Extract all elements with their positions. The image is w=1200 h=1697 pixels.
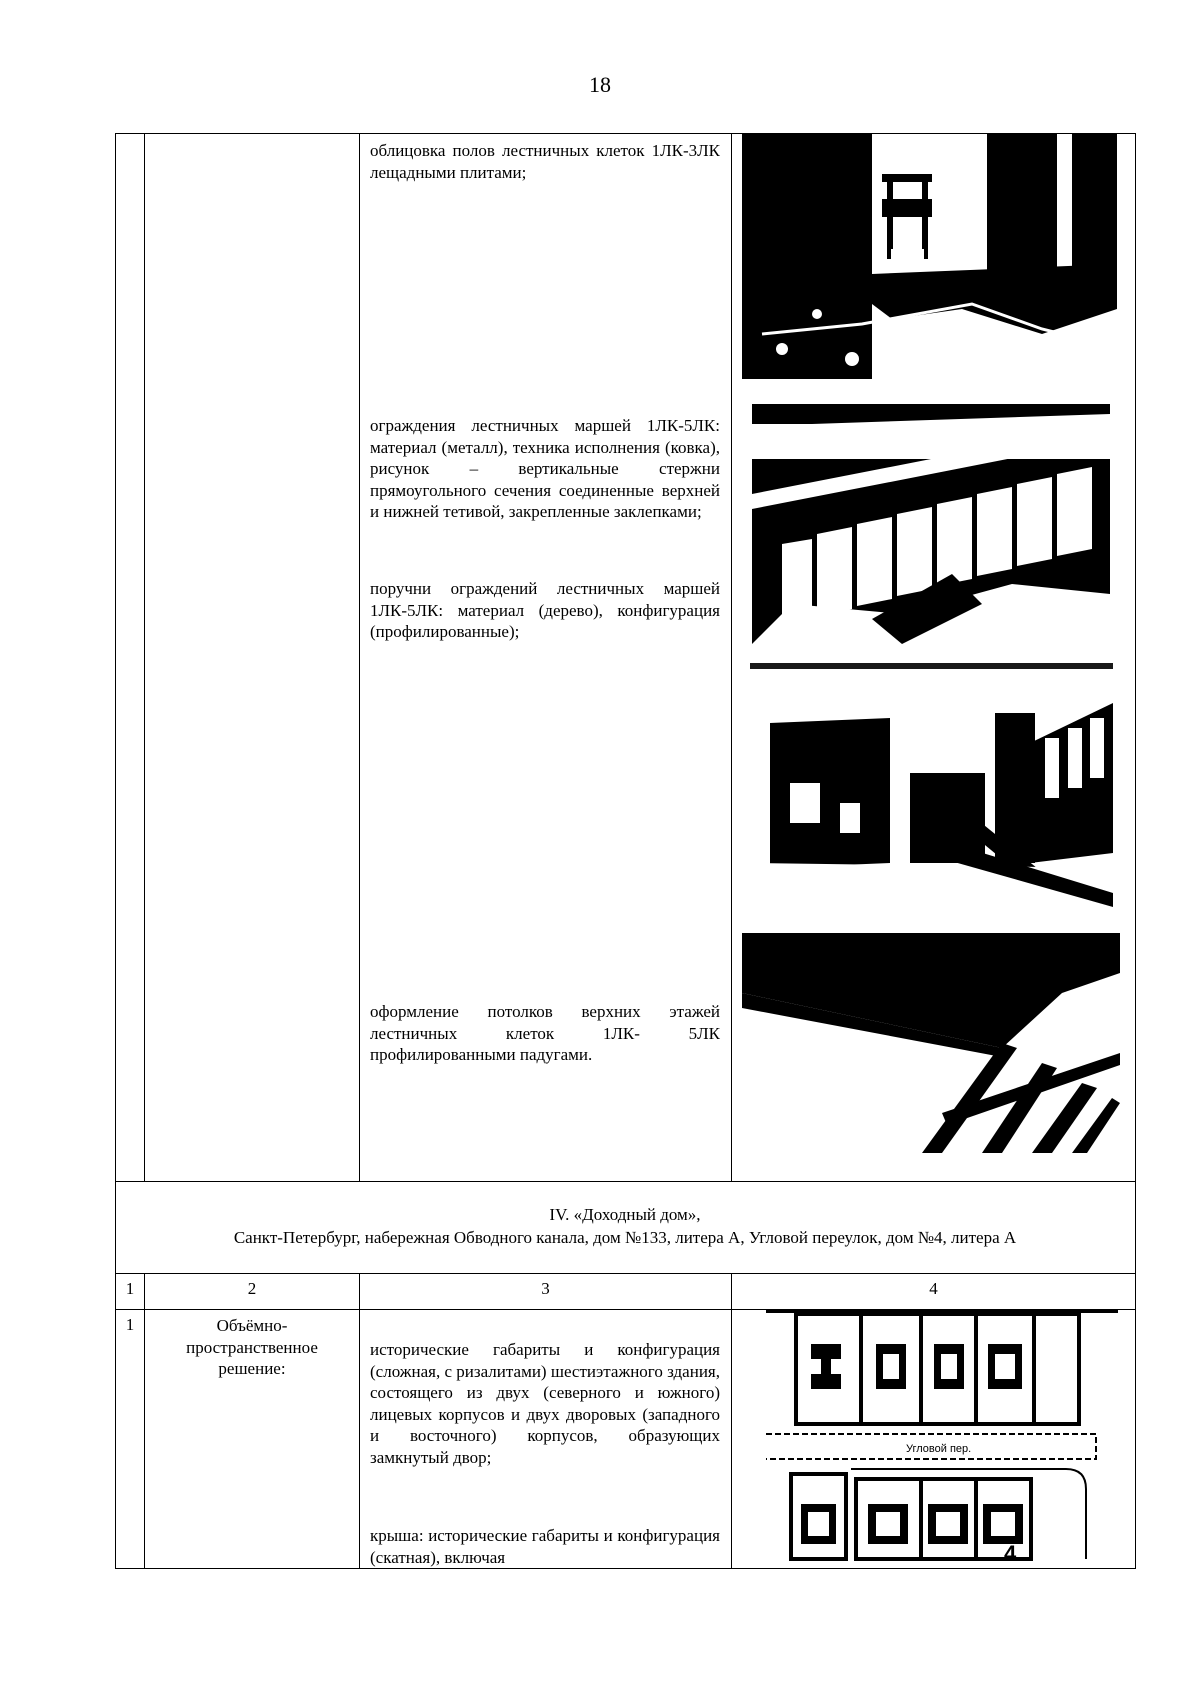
map-house-number: 4 <box>1004 1541 1017 1566</box>
row-text-floor-cladding <box>370 140 720 183</box>
site-plan-map <box>766 1309 1118 1566</box>
photo-stairwell-handrail <box>750 663 1113 907</box>
column-header-1: 1 <box>125 1279 135 1298</box>
row-text-paragraph: ограждения лестничных маршей 1ЛК-5ЛК: материал (металл), техника исполнения (ковка), рисунок – вертикальные стержни прямоугольного сечения соединенные верхней и нижней тетивой, закрепленные заклепками; <box>370 416 720 521</box>
photo-floor-cladding <box>742 134 1117 379</box>
row-name: Объёмно-пространственное решение: <box>186 1316 318 1378</box>
map-street-label: Угловой пер. <box>906 1443 972 1455</box>
section-header <box>116 1203 1134 1249</box>
row-text-paragraph: поручни ограждений лестничных маршей 1ЛК-5ЛК: материал (дерево), конфигурация (профилированные); <box>370 579 720 641</box>
row-text-paragraph: исторические габариты и конфигурация (сложная, с ризалитами) шестиэтажного здания, состоящего из двух (северного и южного) лицевых корпусов и двух дворовых (западного и восточного) корпусов, образующих замкнутый двор; <box>370 1340 720 1467</box>
row-text-paragraph: оформление потолков верхних этажей лестничных клеток 1ЛК- 5ЛК профилированными падугами. <box>370 1002 720 1064</box>
row-text-paragraph: крыша: исторические габариты и конфигурация (скатная), включая <box>370 1526 720 1567</box>
row-text-volume <box>370 1339 720 1468</box>
column-header-3: 3 <box>541 1279 550 1298</box>
row-text-roof <box>370 1525 720 1568</box>
section-address: Санкт-Петербург, набережная Обводного канала, дом №133, литера А, Угловой переулок, дом №4, литера А <box>233 1228 1017 1247</box>
photo-ceiling-padugi <box>742 933 1120 1153</box>
row-text-handrails <box>370 578 720 643</box>
column-header-4: 4 <box>929 1279 938 1298</box>
column-header-2: 2 <box>247 1279 257 1298</box>
row-text-railings <box>370 415 720 523</box>
row-text-paragraph: облицовка полов лестничных клеток 1ЛК-3ЛК лещадными плитами; <box>370 141 720 182</box>
page-number: 18 <box>589 72 611 97</box>
row-text-ceilings <box>370 1001 720 1066</box>
section-title: IV. «Доходный дом», <box>549 1205 701 1224</box>
photo-stair-railing <box>752 404 1110 644</box>
row-number: 1 <box>125 1315 135 1334</box>
